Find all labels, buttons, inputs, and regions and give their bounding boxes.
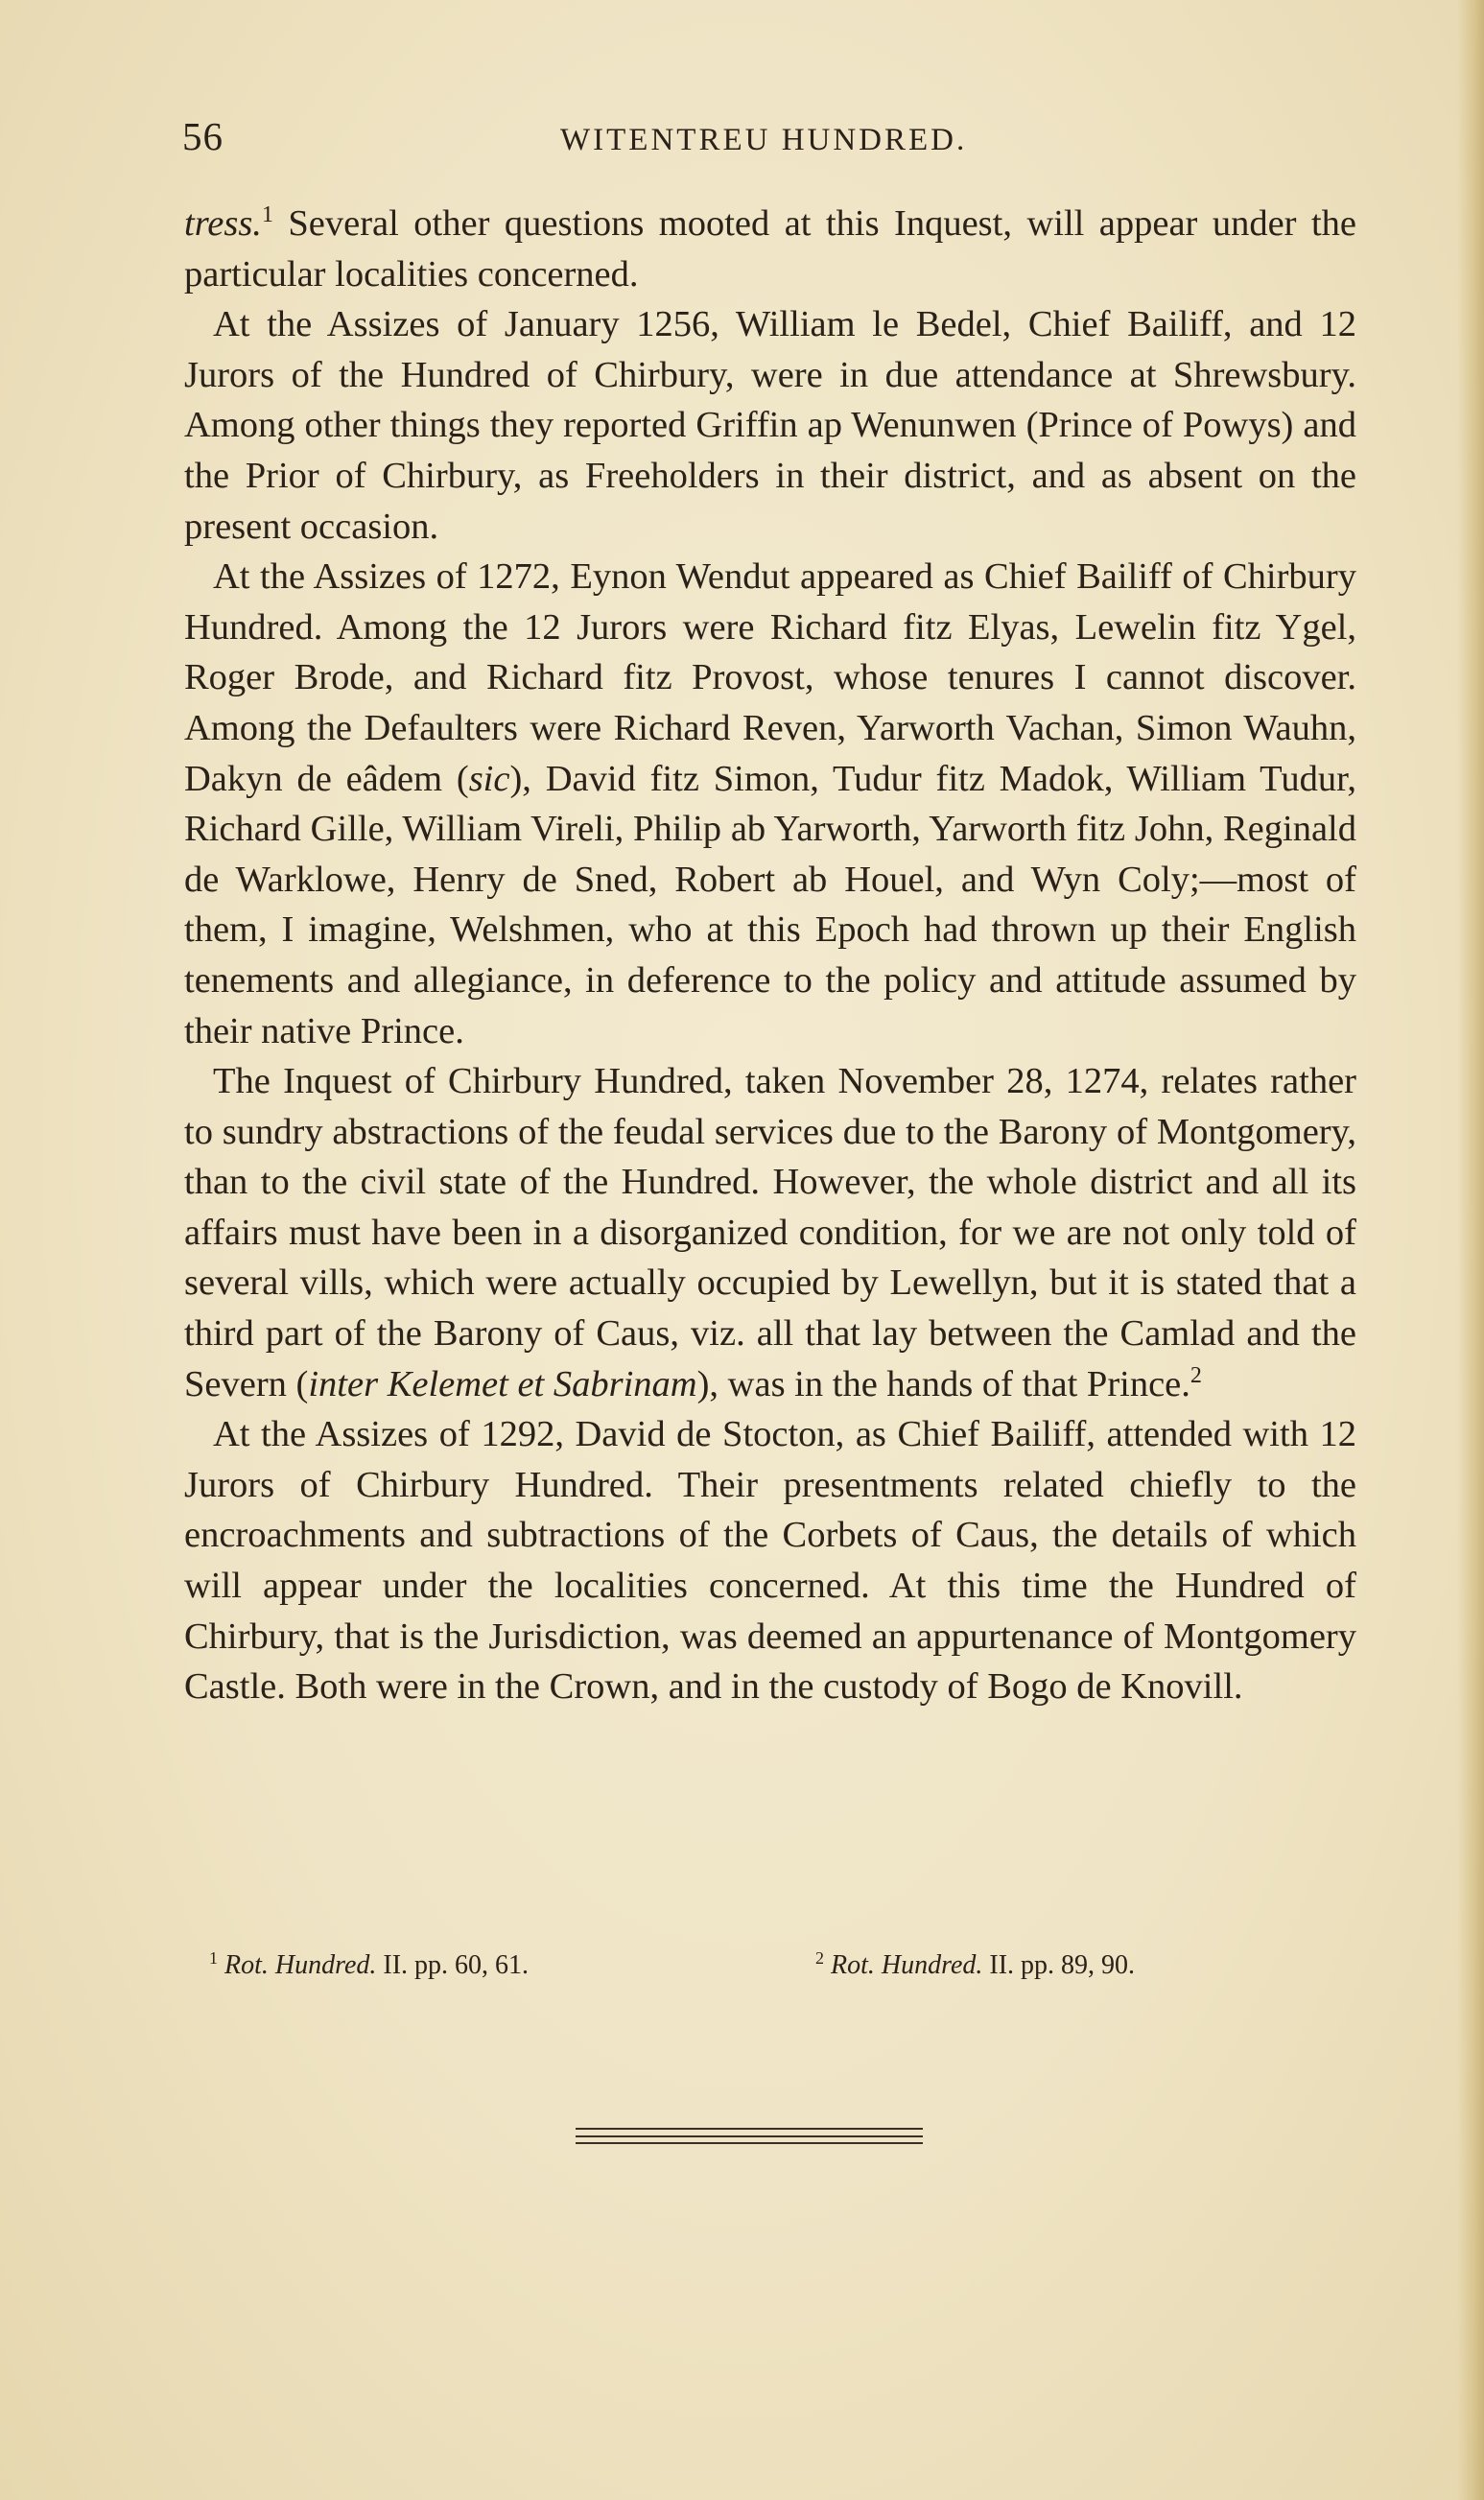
page-header (182, 113, 1372, 171)
italic-phrase: inter Kelemet et Sabrinam (308, 1363, 697, 1404)
paragraph-text: The Inquest of Chirbury Hundred, taken November 28, 1274, relates rather to sundry abstractions of the feudal services due to the Barony of Montgomery, than to the civil state of the Hundred. However, the whole district and all its affairs must have been in a disorganized condition, for we are not only told of several vills, which were actually occupied by Lewellyn, but it is stated that a third part of the Barony of Caus, viz. all that lay between the Camlad and the Severn ( (184, 1061, 1356, 1404)
footnote-source: Rot. Hundred. (224, 1950, 377, 1980)
end-rule (576, 2128, 923, 2130)
running-title: WITENTREU HUNDRED. (560, 123, 968, 157)
body-text (184, 199, 1356, 1712)
paragraph-1 (184, 199, 1356, 299)
footnote-1 (209, 1948, 529, 1981)
paragraph-text: ), was in the hands of that Prince. (696, 1363, 1190, 1404)
footnote-2 (815, 1948, 1135, 1981)
footnote-pages: II. pp. 60, 61. (376, 1950, 530, 1980)
footnote-pages: II. pp. 89, 90. (982, 1950, 1136, 1980)
paragraph-text: Several other questions mooted at this Inquest, will appear under the particular localities concerned. (184, 203, 1356, 295)
italic-word: tress. (184, 203, 262, 244)
end-rule (576, 2135, 923, 2137)
footnote-mark: 1 (209, 1948, 218, 1968)
footnote-source: Rot. Hundred. (831, 1950, 983, 1980)
paragraph-text: At the Assizes of 1272, Eynon Wendut appeared as Chief Bailiff of Chirbury Hundred. Among the 12 Jurors were Richard fitz Elyas, Lewelin fitz Ygel, Roger Brode, and Richard fitz Provost, whose tenures I cannot discover. Among the Defaulters were Richard Reven, Yarworth Vachan, Simon Wauhn, Dakyn de eâdem ( (184, 556, 1356, 799)
footnote-ref-2[interactable]: 2 (1190, 1362, 1202, 1388)
paragraph-2: At the Assizes of January 1256, William le Bedel, Chief Bailiff, and 12 Jurors of the Hundred of Chirbury, were in due attendance at Shrewsbury. Among other things they reported Griffin ap Wenunwen (Prince of Powys) and the Prior of Chirbury, as Freeholders in their district, and as absent on the present occasion. (184, 304, 1356, 547)
footnote-ref-1[interactable]: 1 (261, 202, 273, 227)
page-number: 56 (182, 114, 224, 158)
page-edge-shadow (1457, 0, 1484, 2500)
paragraph-4 (184, 1056, 1356, 1409)
end-rule (576, 2142, 923, 2144)
italic-phrase: sic (468, 758, 510, 799)
footnote-mark: 2 (815, 1948, 824, 1968)
paragraph-text: ), David fitz Simon, Tudur fitz Madok, William Tudur, Richard Gille, William Vireli, Philip ab Yarworth, Yarworth fitz John, Reginald de Warklowe, Henry de Sned, Robert ab Houel, and Wyn Coly;—most of them, I imagine, Welshmen, who at this Epoch had thrown up their English tenements and allegiance, in deference to the policy and attitude assumed by their native Prince. (184, 758, 1356, 1051)
paragraph-5: At the Assizes of 1292, David de Stocton, as Chief Bailiff, attended with 12 Jurors of Chirbury Hundred. Their presentments related chiefly to the encroachments and subtractions of the Corbets of Caus, the details of which will appear under the localities concerned. At this time the Hundred of Chirbury, that is the Jurisdiction, was deemed an appurtenance of Montgomery Castle. Both were in the Crown, and in the custody of Bogo de Knovill. (184, 1414, 1356, 1708)
paragraph-3 (184, 552, 1356, 1056)
